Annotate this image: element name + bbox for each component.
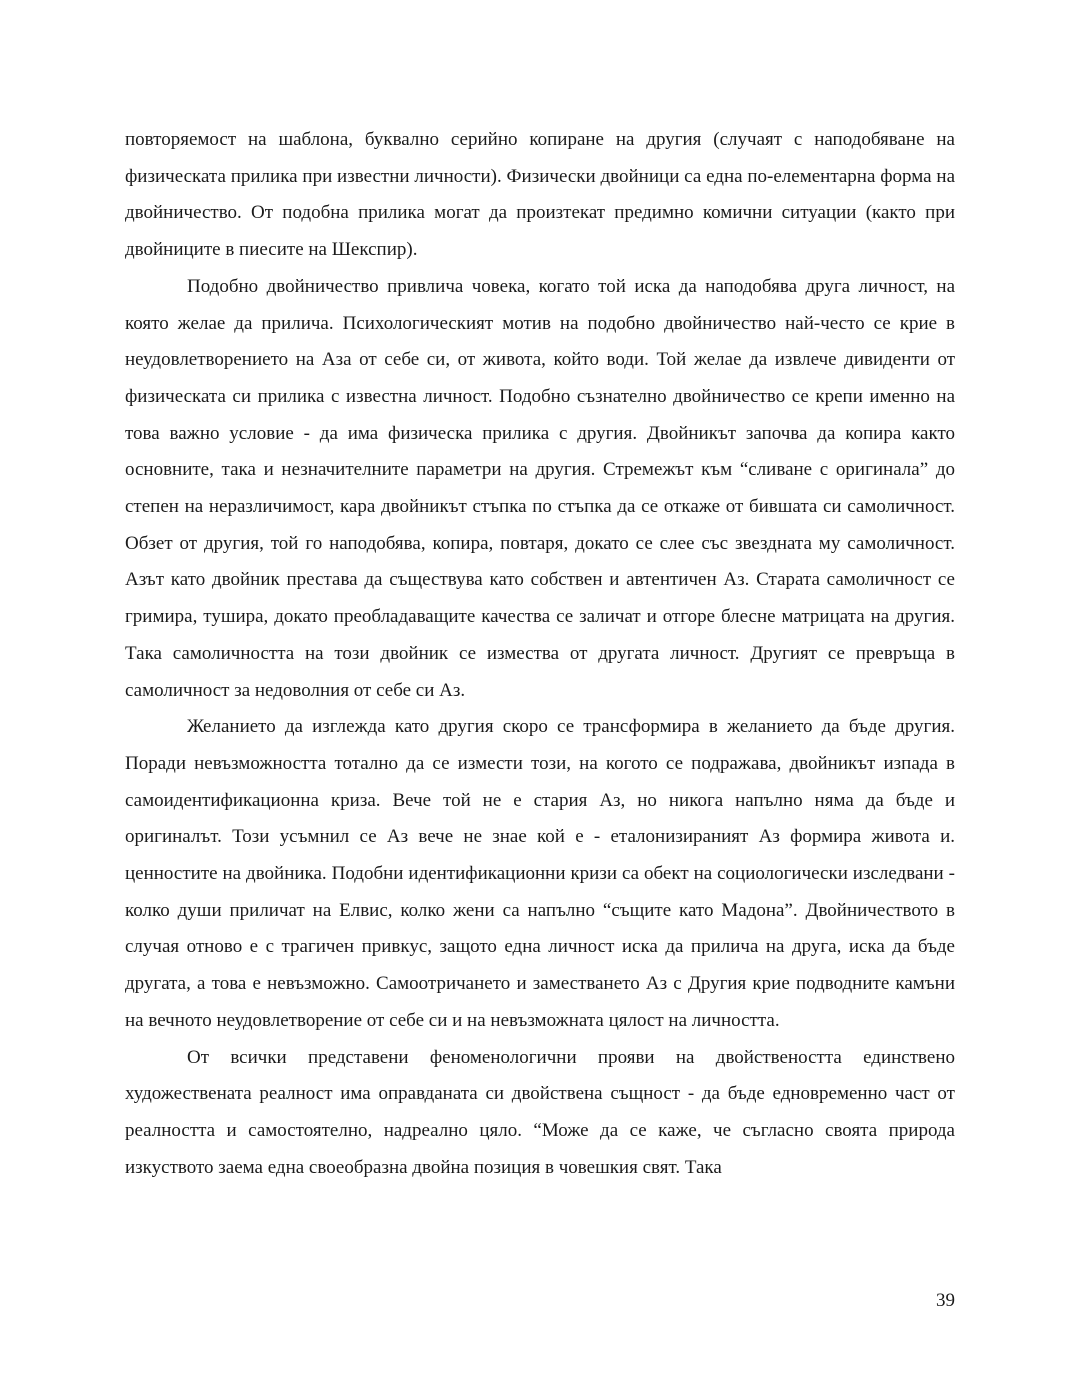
body-text (125, 122, 955, 1186)
paragraph-3: Желанието да изглежда като другия скоро се трансформира в желанието да бъде другия. Поради невъзможността тотално да се измести този, на когото се подражава, двойникът изпада в самоидентификационна криза. Вече той не е стария Аз, но никога напълно няма да бъде и оригиналът. Този усъмнил се Аз вече не знае кой е - еталонизираният Аз формира живота и. ценностите на двойника. Подобни идентификационни кризи са обект на социологически изследвани - колко души приличат на Елвис, колко жени са напълно “същите като Мадона”. Двойничеството в случая отново е с трагичен привкус, защото една личност иска да прилича на друга, иска да бъде другата, а това е невъзможно. Самоотричането и заместването Аз с Другия крие подводните камъни на вечното неудовлетворение от себе си и на невъзможната цялост на личността. (125, 716, 955, 1031)
paragraph-1: повторяемост на шаблона, буквално серийно копиране на другия (случаят с наподобяване на физическата прилика при известни личности). Физически двойници са една по-елементарна форма на двойничество. От подобна прилика могат да произтекат предимно комични ситуации (както при двойниците в пиесите на Шекспир). (125, 129, 955, 261)
paragraph-2: Подобно двойничество привлича човека, когато той иска да наподобява друга личност, на която желае да прилича. Психологическият мотив на подобно двойничество най-често се крие в неудовлетворението на Аза от себе си, от живота, който води. Той желае да извлече дивиденти от физическата си прилика с известна личност. Подобно съзнателно двойничество се крепи именно на това важно условие - да има физическа прилика с другия. Двойникът започва да копира както основните, така и незначителните параметри на другия. Стремежът към “сливане с оригинала” до степен на неразличимост, кара двойникът стъпка по стъпка да се откаже от бившата си самоличност. Обзет от другия, той го наподобява, копира, повтаря, докато се слее със звездната му самоличност. Азът като двойник престава да съществува като собствен и автентичен Аз. Старата самоличност се гримира, тушира, докато преобладаващите качества се заличат и отгоре блесне матрицата на другия. Така самоличността на този двойник се измества от другата личност. Другият се превръща в самоличност за недоволния от себе си Аз. (125, 275, 955, 701)
paragraph-4: От всички представени феноменологични прояви на двойствеността единствено художествената реалност има оправданата си двойствена същност - да бъде едновременно част от реалността и самостоятелно, надреално цяло. “Може да се каже, че съгласно своята природа изкуството заема една своеобразна двойна позиция в човешкия свят. Така (125, 1046, 955, 1178)
page-number: 39 (936, 1290, 955, 1311)
